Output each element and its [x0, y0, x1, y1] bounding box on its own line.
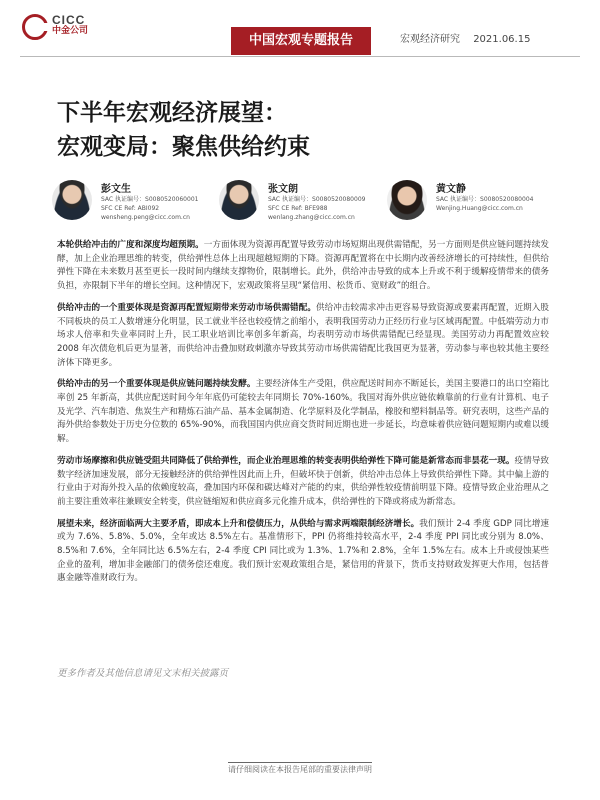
report-date: 2021.06.15 — [473, 34, 531, 45]
author-ce: SFC CE Ref: ABI092 — [101, 205, 160, 212]
author-photo — [219, 180, 259, 220]
paragraph-text: 我们预计 2-4 季度 GDP 同比增速或为 7.6%、5.8%、5.0%，全年或达 8.5%左右。基准情形下，PPI 仍将维持较高水平，2-4 季度 PPI 同比或分别为 8.0%、8.5%和 7.6%，全年同比达 6.5%左右，2-4 季度 CPI 同比或为 1.3%、1.7%和 2.8%，全年 1.5%左右。成本上升或侵蚀某些企业的盈利，增加非金融部门的债务偿还难度。我们预计宏观政策组合是，紧信用的背景下，货币支持财政发挥更大作用，包括普惠金融等准财政行为。 — [57, 518, 549, 584]
author-list — [0, 180, 600, 230]
cicc-logo-icon — [22, 14, 48, 40]
summary-paragraph — [57, 302, 549, 371]
paragraph-text: 主要经济体生产受阻，供应配送时间亦不断延长，美国主要港口的出口空箱比率创 25 年新高，其供应配送时间今年年底仍可能较去年同期长 70%-160%。我国对海外供应链依赖靠前的行业有计算机、电子及光学、汽车制造、焦炭生产和精炼石油产品、基本金属制造、化学原料及化学制品，橡胶和塑料制品等。研究表明，这些产品的海外供给参数处于历史分位数的 65%-90%，而我国国内供应商交货时间近期也进一步延长，均意味着供应链问题短期内或难以缓解。 — [57, 379, 549, 445]
brand-name-en: CICC — [52, 13, 86, 27]
header-meta — [400, 30, 530, 45]
author-sac: SAC 执证编号：S0080520080009 — [268, 196, 366, 203]
paragraph-text: 疫情导致数字经济加速发展，部分无接触经济的供给弹性因此而上升，但破坏快于创新，供给冲击总体上导致供给弹性下降。其中偏上游的行业由于对海外投入品的依赖度较高，叠加国内环保和碳达峰对产能的约束，供给弹性较疫情前明显下降。疫情导致企业治理从之前主要注重效率往兼顾安全转变，供应链缩短和供应商多元化推升成本，供给弹性的下降或将成为新常态。 — [57, 455, 549, 507]
summary-paragraph — [57, 518, 549, 587]
legal-notice-link[interactable]: 请仔细阅读在本报告尾部的重要法律声明 — [228, 762, 372, 774]
author-sac: SAC 执证编号：S0080520080004 — [436, 196, 534, 203]
author-photo — [387, 180, 427, 220]
more-authors-note: 更多作者及其他信息请见文末相关披露页 — [57, 668, 229, 679]
title-line-1: 下半年宏观经济展望： — [57, 100, 287, 126]
author-sac: SAC 执证编号：S0080520060001 — [101, 196, 199, 203]
paragraph-lead: 供给冲击的一个重要体现是资源再配置短期带来劳动市场供需错配。 — [57, 302, 316, 313]
report-title — [57, 96, 310, 164]
paragraph-text: 一方面体现为资源再配置导致劳动市场短期出现供需错配，另一方面则是供应链问题持续发酵，加上企业治理思维的转变，供给弹性总体上出现超越短期的下降。资源再配置将在中长期内改善经济增长的可持续性，但供给弹性下降在未来数月甚至更长一段时间内继续支撑物价，限制增长。此外，供给冲击导致的成本上升或不利于缓解疫情带来的债务负担，亦限制下半年的增长空间。这种情况下，宏观政策将呈现“紧信用、松货币、宽财政”的组合。 — [57, 240, 549, 292]
paragraph-lead: 展望未来，经济面临两大主要矛盾，即成本上升和偿债压力，从供给与需求两端限制经济增长。 — [57, 518, 420, 529]
brand-logo — [52, 14, 88, 36]
author-email[interactable]: wensheng.peng@cicc.com.cn — [101, 214, 190, 221]
summary-paragraph — [57, 239, 549, 294]
summary-paragraph — [57, 455, 549, 510]
paragraph-lead: 本轮供给冲击的广度和深度均超预期。 — [57, 240, 204, 250]
paragraph-text: 供给冲击较需求冲击更容易导致资源或要素再配置，近期入股不同板块的员工人数增速分化明显，民工就业半径也较疫情之前缩小，表明我国劳动力正经历行业与区域再配置。中低端劳动力市场求人倍率和失业率同时上升，民工职业培训比率创多年新高，均表明劳动市场供需错配已经显现。美国劳动力再配置效应较 2008 年次债危机后更为显著，而供给冲击叠加财政刺激亦导致其劳动市场供需错配比我国更为显著，劳动参与率也较其他主要经济体下降更多。 — [57, 302, 549, 368]
author-name: 彭文生 — [101, 184, 131, 195]
author-email[interactable]: wenlang.zhang@cicc.com.cn — [268, 214, 355, 221]
report-type-tag: 中国宏观专题报告 — [231, 27, 371, 55]
author-ce: SFC CE Ref: BFE988 — [268, 205, 328, 212]
header-divider — [20, 56, 580, 57]
report-summary — [57, 239, 549, 594]
author-name: 黄文静 — [436, 184, 466, 195]
paragraph-lead: 供给冲击的另一个重要体现是供应链问题持续发酵。 — [57, 379, 256, 390]
brand-name-cn: 中金公司 — [52, 25, 89, 36]
legal-notice[interactable] — [0, 764, 600, 775]
author-name: 张文朗 — [268, 184, 298, 195]
author-email[interactable]: Wenjing.Huang@cicc.com.cn — [436, 205, 523, 212]
author-photo — [52, 180, 92, 220]
summary-paragraph — [57, 378, 549, 447]
title-line-2: 宏观变局：聚焦供给约束 — [57, 134, 310, 160]
paragraph-lead: 劳动市场摩擦和供应链受阻共同降低了供给弹性，而企业治理思维的转变表明供给弹性下降可能是新常态而非昙花一现。 — [57, 455, 515, 466]
report-category: 宏观经济研究 — [400, 34, 460, 45]
